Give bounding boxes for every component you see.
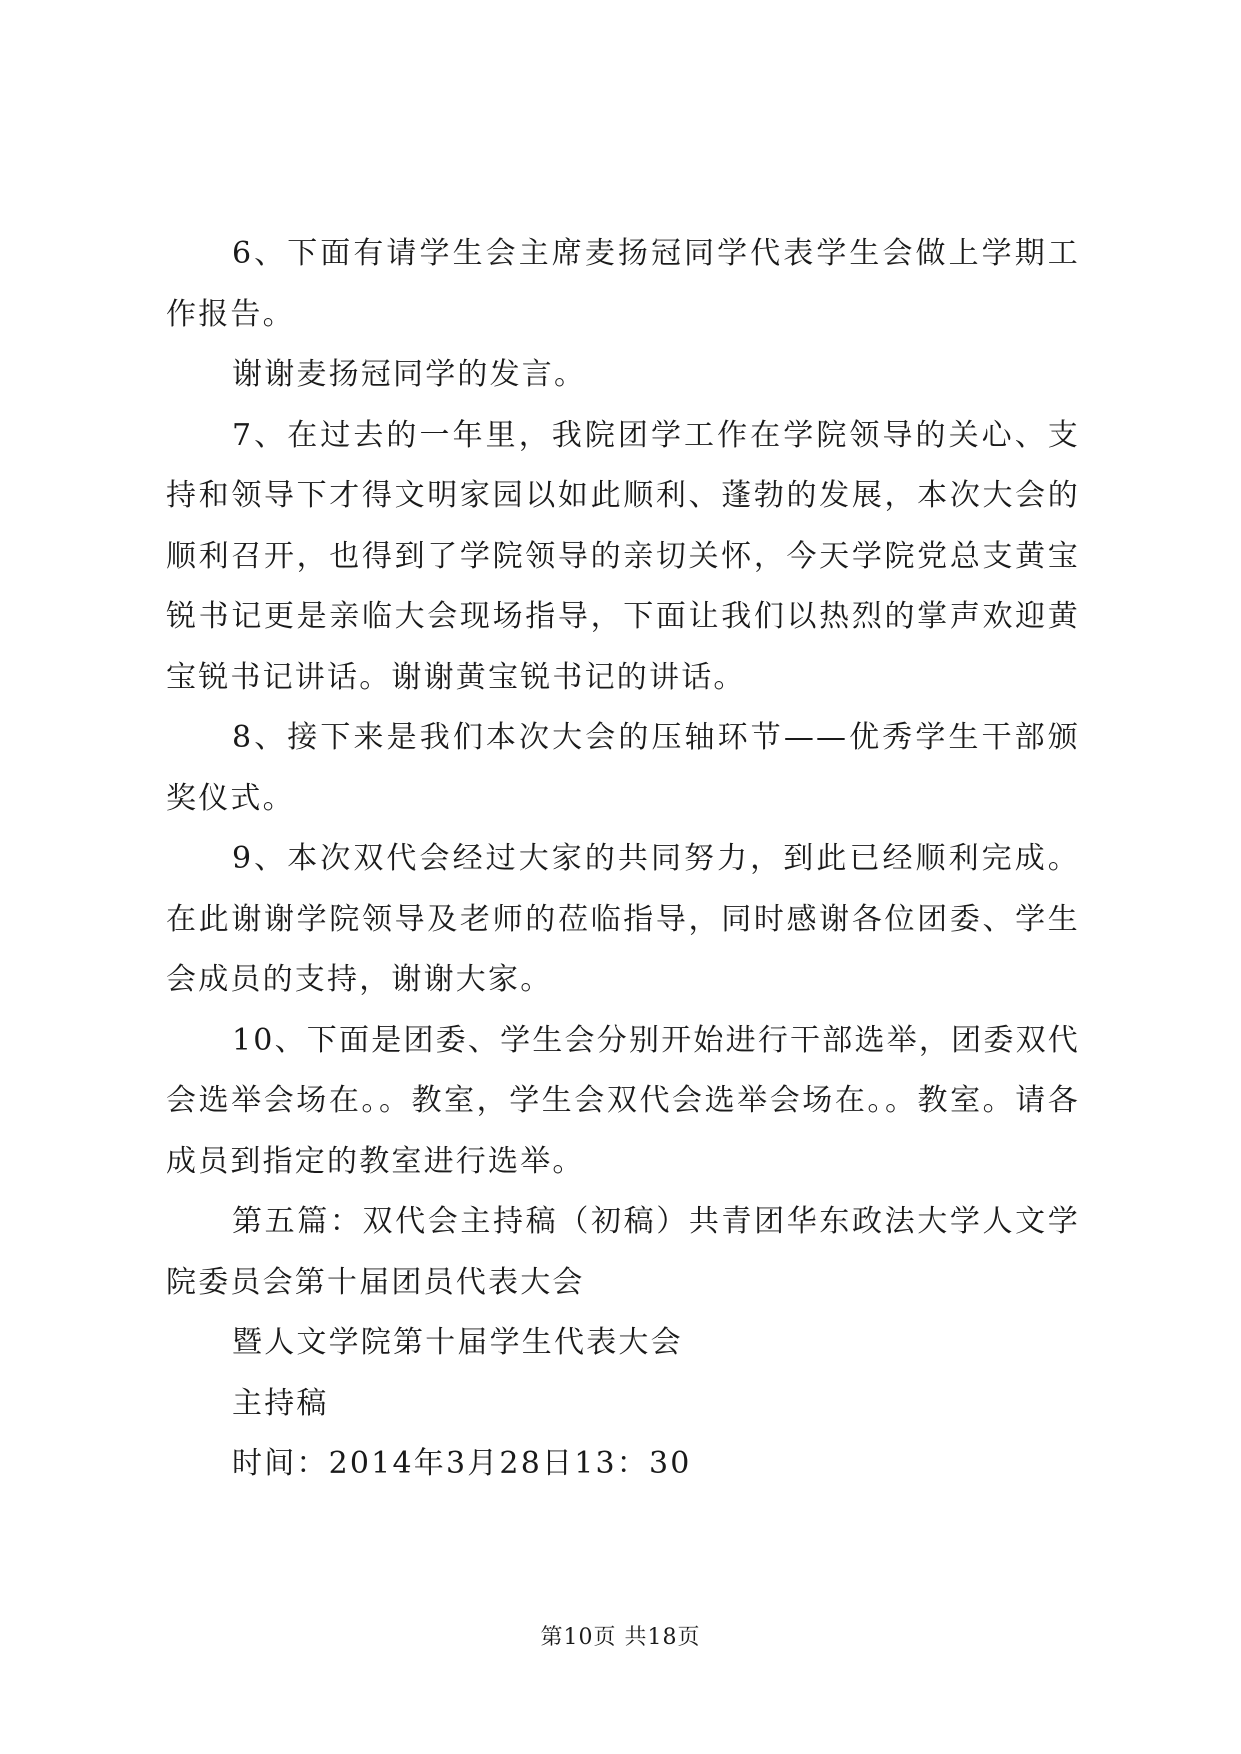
paragraph-thanks-speech: 谢谢麦扬冠同学的发言。 [232,357,587,392]
paragraph-item-8: 8、接下来是我们本次大会的压轴环节——优秀学生干部颁奖仪式。 [166,720,1080,816]
document-body [166,224,1080,1495]
paragraph-time: 时间：2014年3月28日13：30 [232,1446,692,1481]
page-number-footer: 第10页 共18页 [540,1625,701,1650]
paragraph-host-script-label: 主持稿 [232,1385,329,1421]
paragraph-item-6: 6、下面有请学生会主席麦扬冠同学代表学生会做上学期工作报告。 [166,236,1080,332]
paragraph-subtitle: 暨人文学院第十届学生代表大会 [232,1325,683,1360]
paragraph-item-7: 7、在过去的一年里，我院团学工作在学院领导的关心、支持和领导下才得文明家园以如此顺利、蓬勃的发展，本次大会的顺利召开，也得到了学院领导的亲切关怀，今天学院党总支黄宝锐书记更是亲临大会现场指导，下面让我们以热烈的掌声欢迎黄宝锐书记讲话。谢谢黄宝锐书记的讲话。 [166,417,1080,695]
paragraph-item-9: 9、本次双代会经过大家的共同努力，到此已经顺利完成。在此谢谢学院领导及老师的莅临指导，同时感谢各位团委、学生会成员的支持，谢谢大家。 [166,841,1080,997]
paragraph-chapter-heading: 第五篇：双代会主持稿（初稿）共青团华东政法大学人文学院委员会第十届团员代表大会 [166,1204,1080,1300]
paragraph-item-10: 10、下面是团委、学生会分别开始进行干部选举，团委双代会选举会场在。。教室，学生会双代会选举会场在。。教室。请各成员到指定的教室进行选举。 [166,1022,1080,1179]
